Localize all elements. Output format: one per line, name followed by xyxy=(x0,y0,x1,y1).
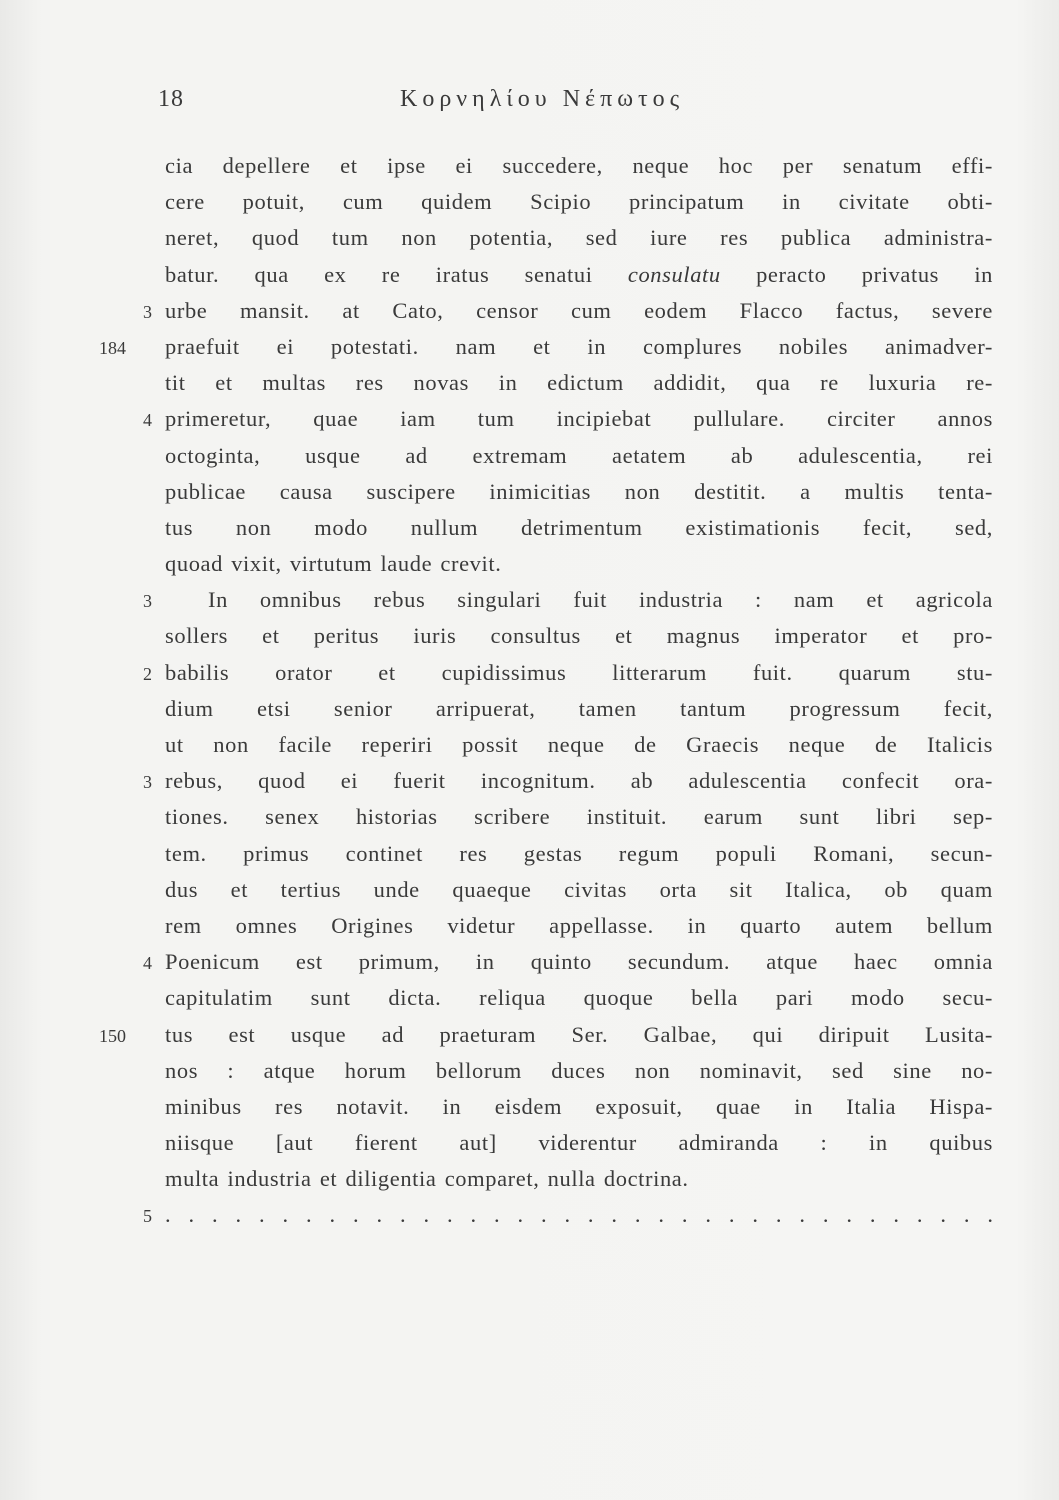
line-text-segment: batur. qua ex re iratus senatui xyxy=(165,261,593,287)
text-line xyxy=(0,510,1059,546)
line-text: tus est usque ad praeturam Ser. Galbae, qui diripuit Lusita- xyxy=(165,1021,993,1047)
text-line xyxy=(0,546,1059,582)
text-line xyxy=(0,799,1059,835)
text-line xyxy=(0,908,1059,944)
page-header xyxy=(0,86,1059,126)
text-line xyxy=(0,727,1059,763)
line-text: multa industria et diligentia comparet, nulla doctrina. xyxy=(165,1166,689,1192)
line-text xyxy=(165,257,993,293)
line-text: minibus res notavit. in eisdem exposuit, quae in Italia Hispa- xyxy=(165,1093,993,1119)
text-line xyxy=(0,618,1059,654)
line-text: babilis orator et cupidissimus litterarum fuit. quarum stu- xyxy=(165,659,993,685)
section-number: 4 xyxy=(143,410,152,431)
text-body xyxy=(0,148,1059,1234)
line-text: dus et tertius unde quaeque civitas orta sit Italica, ob quam xyxy=(165,876,993,902)
line-text: cia depellere et ipse ei succedere, neque hoc per senatum effi- xyxy=(165,153,993,178)
line-text: publicae causa suscipere inimicitias non destitit. a multis tenta- xyxy=(165,478,993,504)
section-number: 3 xyxy=(143,591,152,612)
italic-word: consulatu xyxy=(627,261,721,287)
text-line xyxy=(0,582,1059,618)
section-number: 2 xyxy=(143,663,152,684)
line-text: octoginta, usque ad extremam aetatem ab adulescentia, rei xyxy=(165,442,993,468)
text-line xyxy=(0,655,1059,691)
line-text: rem omnes Origines videtur appellasse. in quarto autem bellum xyxy=(165,912,993,938)
line-text: capitulatim sunt dicta. reliqua quoque bella pari modo secu- xyxy=(165,985,993,1011)
running-title: Κορνηλίου Νέπωτος xyxy=(400,86,685,112)
text-line xyxy=(0,980,1059,1016)
text-line xyxy=(0,1053,1059,1089)
page-reference-number: 184 xyxy=(99,337,126,358)
line-text: . . . . . . . . . . . . . . . . . . . . . . . . . . . . . . . . . . . . xyxy=(165,1202,993,1228)
text-line xyxy=(0,220,1059,256)
text-line xyxy=(0,691,1059,727)
line-text-segment: peracto privatus in xyxy=(756,261,993,287)
line-text: tiones. senex historias scribere instituit. earum sunt libri sep- xyxy=(165,804,993,830)
line-text: tit et multas res novas in edictum addidit, qua re luxuria re- xyxy=(165,370,993,396)
text-line xyxy=(0,1197,1059,1233)
text-line xyxy=(0,184,1059,220)
section-number: 4 xyxy=(143,953,152,974)
line-text: In omnibus rebus singulari fuit industria : nam et agricola xyxy=(208,587,993,613)
page-number: 18 xyxy=(158,86,184,112)
text-line xyxy=(0,365,1059,401)
line-text: Poenicum est primum, in quinto secundum. atque haec omnia xyxy=(165,949,993,975)
text-line xyxy=(0,401,1059,437)
line-text: tus non modo nullum detrimentum existimationis fecit, sed, xyxy=(165,514,993,540)
line-text: neret, quod tum non potentia, sed iure res publica administra- xyxy=(165,225,993,251)
line-text: niisque [aut fierent aut] viderentur admiranda : in quibus xyxy=(165,1130,993,1156)
text-line xyxy=(0,836,1059,872)
line-text: quoad vixit, virtutum laude crevit. xyxy=(165,551,502,577)
text-line xyxy=(0,257,1059,293)
text-line xyxy=(0,1089,1059,1125)
text-line xyxy=(0,1125,1059,1161)
section-number: 3 xyxy=(143,301,152,322)
text-line xyxy=(0,293,1059,329)
line-text: cere potuit, cum quidem Scipio principatum in civitate obti- xyxy=(165,189,993,215)
page-reference-number: 150 xyxy=(99,1025,126,1046)
text-line xyxy=(0,438,1059,474)
text-line xyxy=(0,474,1059,510)
text-line xyxy=(0,944,1059,980)
line-text: praefuit ei potestati. nam et in complures nobiles animadver- xyxy=(165,333,993,359)
text-line xyxy=(0,148,1059,184)
line-text: primeretur, quae iam tum incipiebat pullulare. circiter annos xyxy=(165,406,993,432)
line-text: rebus, quod ei fuerit incognitum. ab adulescentia confecit ora- xyxy=(165,768,993,794)
line-text: ut non facile reperiri possit neque de Graecis neque de Italicis xyxy=(165,732,993,757)
text-line xyxy=(0,329,1059,365)
line-text: tem. primus continet res gestas regum populi Romani, secun- xyxy=(165,840,993,866)
text-line xyxy=(0,872,1059,908)
text-line xyxy=(0,763,1059,799)
section-number: 3 xyxy=(143,772,152,793)
line-text: urbe mansit. at Cato, censor cum eodem Flacco factus, severe xyxy=(165,297,993,323)
line-text: dium etsi senior arripuerat, tamen tantum progressum fecit, xyxy=(165,695,993,721)
section-number: 5 xyxy=(143,1206,152,1227)
text-line xyxy=(0,1161,1059,1197)
text-line xyxy=(0,1017,1059,1053)
line-text: sollers et peritus iuris consultus et magnus imperator et pro- xyxy=(165,623,993,649)
line-text: nos : atque horum bellorum duces non nominavit, sed sine no- xyxy=(165,1057,993,1083)
